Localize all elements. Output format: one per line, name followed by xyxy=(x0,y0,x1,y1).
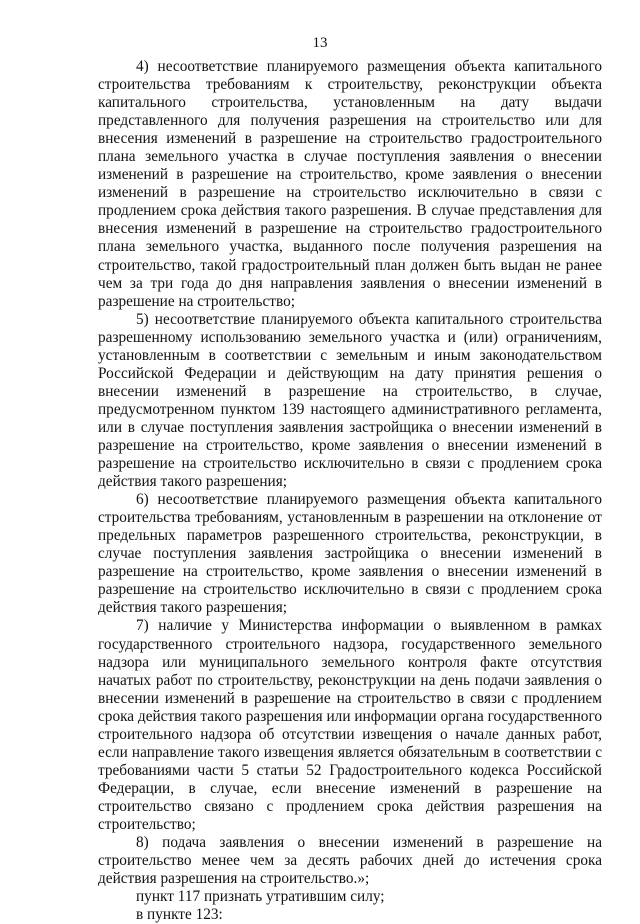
paragraph-item-4: 4) несоответствие планируемого размещения объекта капитального строительства требованиям к строительству, реконструкции объекта капитального строительства, установленным на дату выдачи представленного для получения разрешения на строительство или для внесения изменений в разрешение на строительство градостроительного плана земельного участка в случае поступления заявления о внесении изменений в разрешение на строительство, кроме заявления о внесении изменений в разрешение на строительство исключительно в связи с продлением срока действия такого разрешения. В случае представления для внесения изменений в разрешение на строительство градостроительного плана земельного участка, выданного после получения разрешения на строительство, такой градостроительный план должен быть выдан не ранее чем за три года до дня направления заявления о внесении изменений в разрешение на строительство; xyxy=(98,58,602,310)
paragraph-point-123: в пункте 123: xyxy=(136,906,223,924)
paragraph-point-117: пункт 117 признать утратившим силу; xyxy=(136,888,385,906)
paragraph-item-5: 5) несоответствие планируемого объекта капитального строительства разрешенному использованию земельного участка и (или) ограничениям, установленным в соответствии с земельным и иным законодательством Российской Федерации и действующим на дату принятия решения о внесении изменений в разрешение на строительство, в случае, предусмотренном пунктом 139 настоящего административного регламента, или в случае поступления заявления застройщика о внесении изменений в разрешение на строительство, кроме заявления о внесении изменений в разрешение на строительство исключительно в связи с продлением срока действия такого разрешения; xyxy=(98,310,602,491)
paragraph-item-6: 6) несоответствие планируемого размещения объекта капитального строительства требованиям, установленным в разрешении на отклонение от предельных параметров разрешенного строительства, реконструкции, в случае поступления заявления застройщика о внесении изменений в разрешение на строительство, кроме заявления о внесении изменений в разрешение на строительство исключительно в связи с продлением срока действия такого разрешения; xyxy=(98,491,602,617)
page-number: 13 xyxy=(312,35,328,51)
paragraph-item-7: 7) наличие у Министерства информации о выявленном в рамках государственного строительного надзора, государственного земельного надзора или муниципального земельного контроля факте отсутствия начатых работ по строительству, реконструкции на день подачи заявления о внесении изменений в разрешение на строительство в связи с продлением срока действия такого разрешения или информации органа государственного строительного надзора об отсутствии извещения о начале данных работ, если направление такого извещения является обязательным в соответствии с требованиями части 5 статьи 52 Градостроительного кодекса Российской Федерации, в случае, если внесение изменений в разрешение на строительство связано с продлением срока действия разрешения на строительство; xyxy=(98,617,602,833)
paragraph-item-8: 8) подача заявления о внесении изменений в разрешение на строительство менее чем за десять рабочих дней до истечения срока действия разрешения на строительство.»; xyxy=(98,834,602,888)
document-body xyxy=(98,58,602,924)
